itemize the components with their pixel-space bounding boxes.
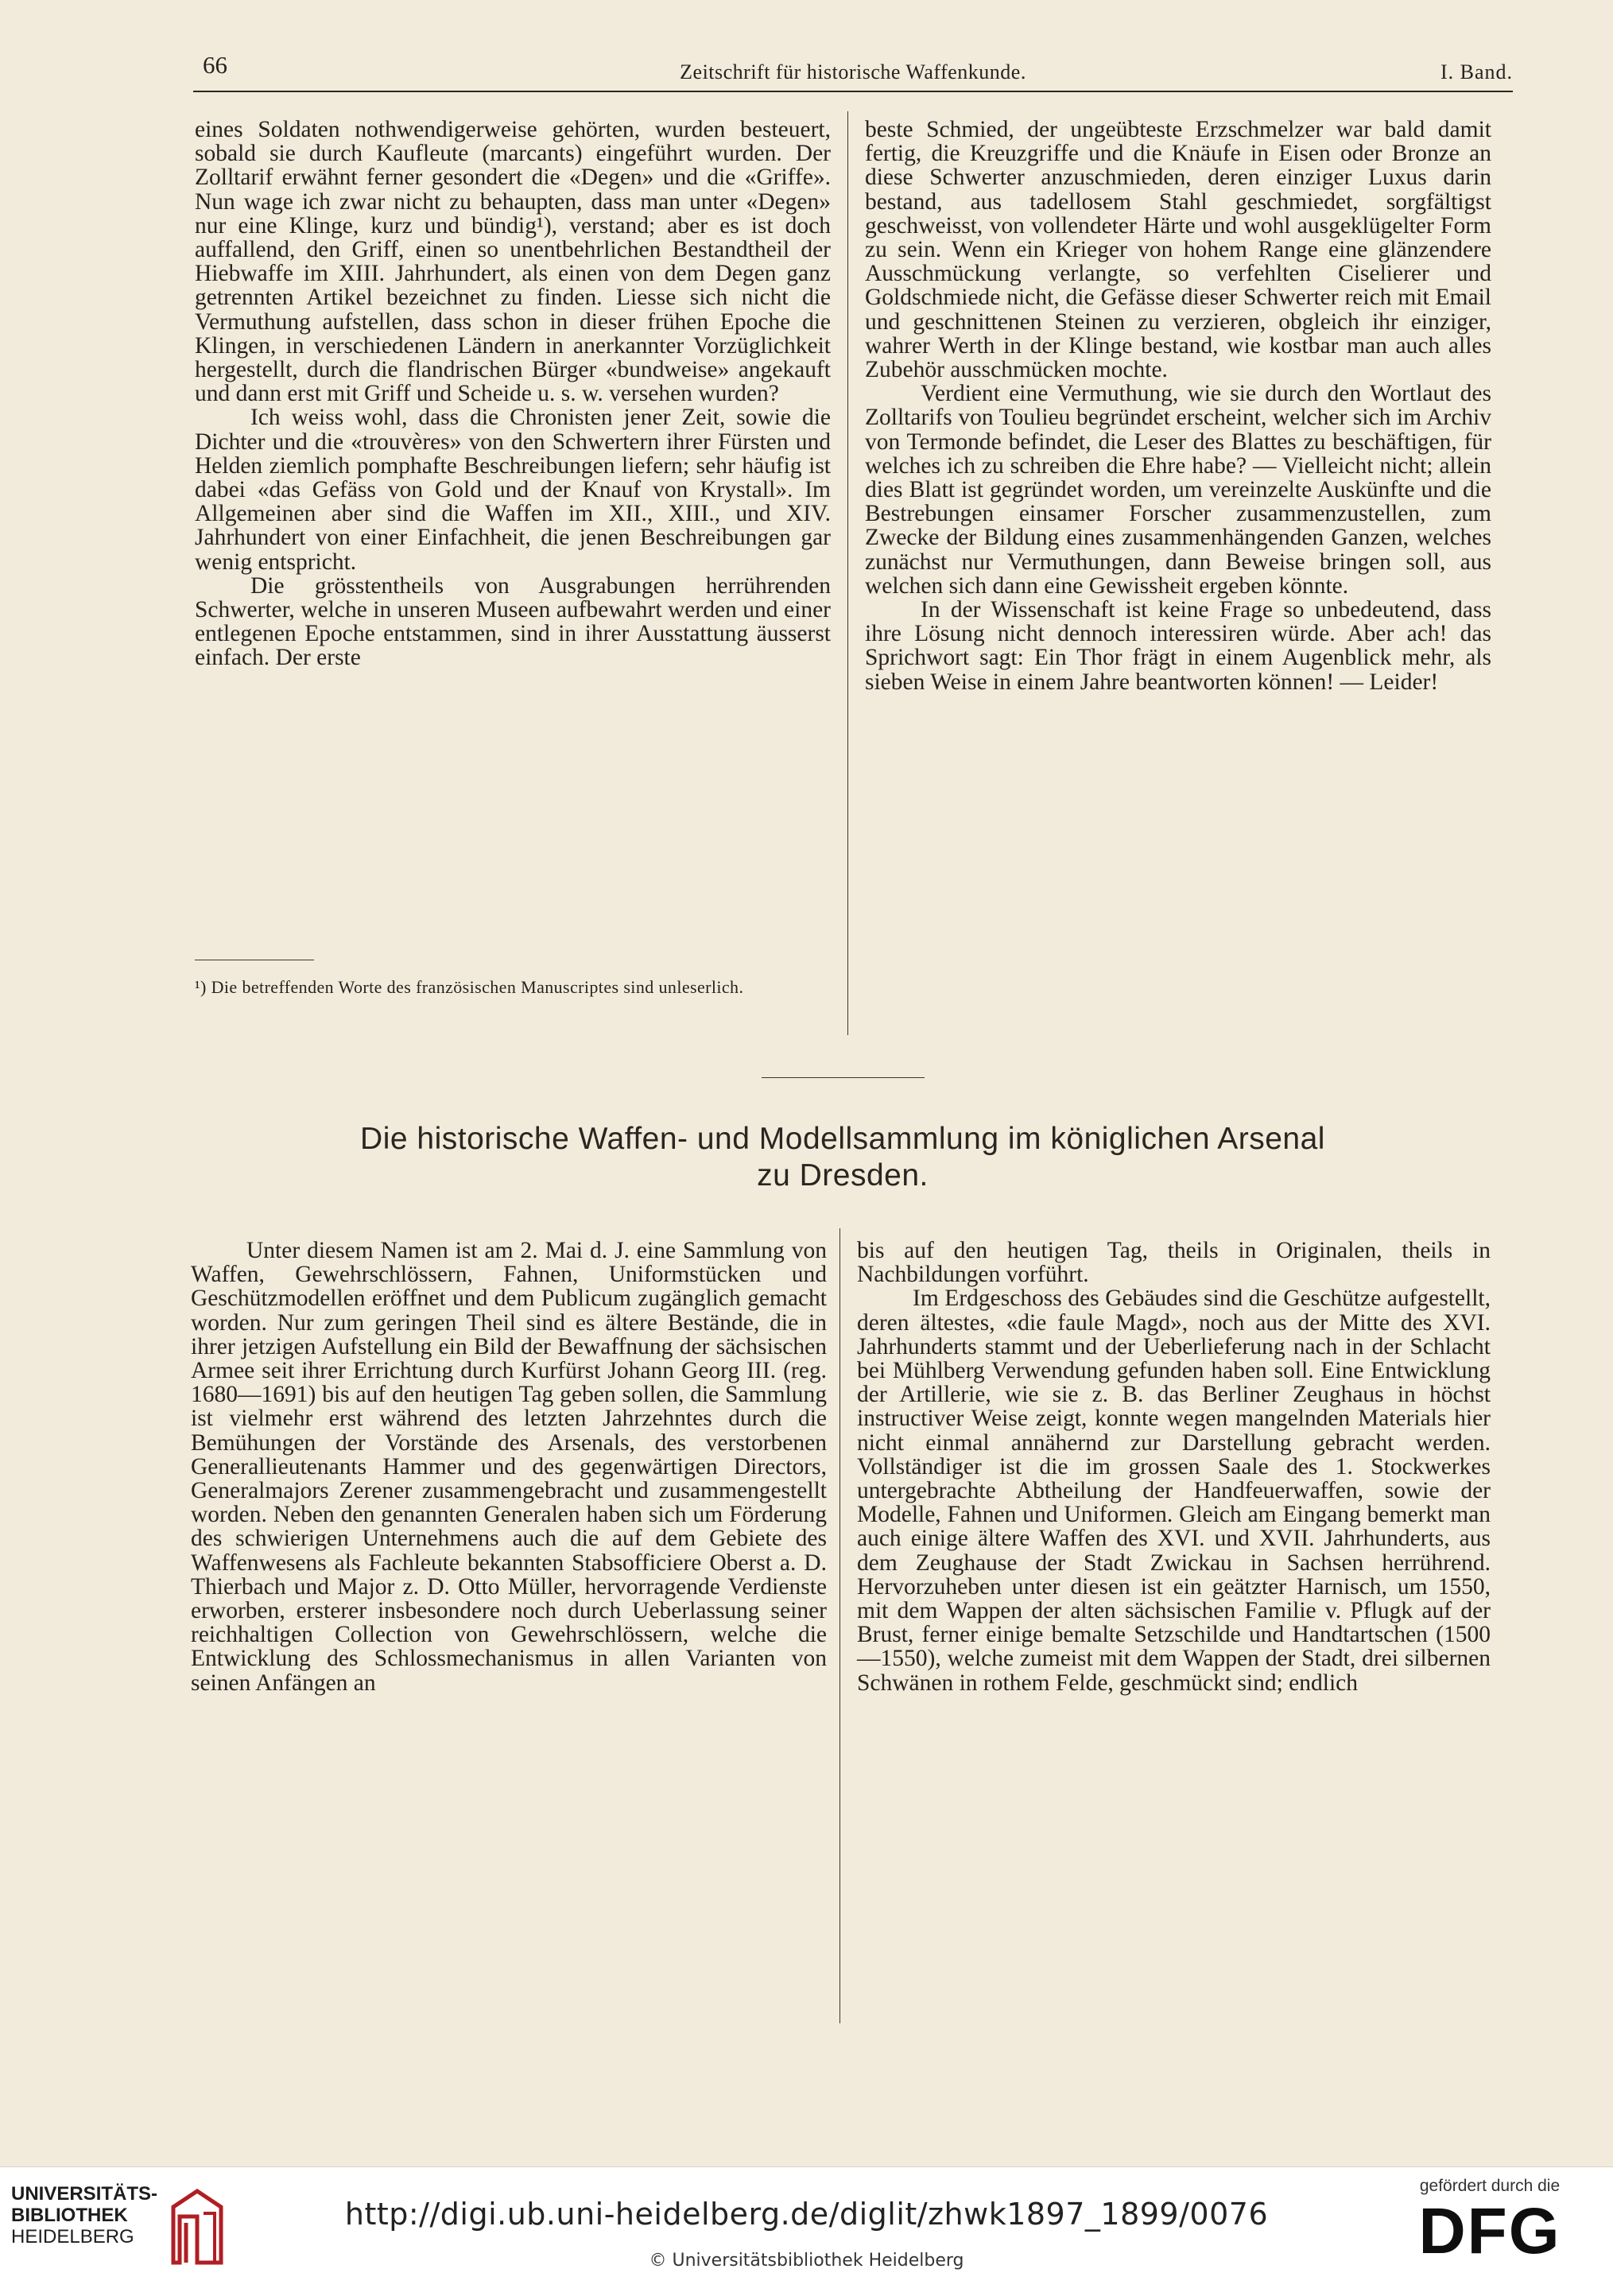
article-title-line-1: Die historische Waffen- und Modellsammlung im königlichen Arsenal (360, 1122, 1325, 1156)
dfg-logo: DFG (1418, 2195, 1561, 2267)
journal-title: Zeitschrift für historische Waffenkunde. (680, 60, 1026, 83)
article1-column-right (865, 118, 1491, 694)
page-number: 66 (203, 51, 227, 79)
paragraph: bis auf den heutigen Tag, theils in Originalen, theils in Nachbildungen vorführt. (857, 1238, 1491, 1288)
paragraph: Unter diesem Namen ist am 2. Mai d. J. eine Sammlung von Waffen, Gewehrschlössern, Fahnen, Uniformstücken und Geschützmodellen eröffnet und dem Publicum zugänglich gemacht worden. Nur zum geringen Theil sind es ältere Bestände, die in ihrer jetzigen Aufstellung ein Bild der Bewaffnung der sächsischen Armee seit ihrer Errichtung durch Kurfürst Johann Georg III. (reg. 1680—1691) bis auf den heutigen Tag geben sollen, die Sammlung ist vielmehr erst während des letzten Jahrzehntes durch die Bemühungen der Vorstände des Arsenals, des verstorbenen Generallieutenants Hammer und des gegenwärtigen Directors, Generalmajors Zerener zusammengebracht und zusammengestellt worden. Neben den genannten Generalen haben sich um Förderung des schwierigen Unternehmens auch die auf dem Gebiete des Waffenwesens als Fachleute bekannten Stabsofficiere Oberst a. D. Thierbach und Major z. D. Otto Müller, hervorragende Verdienste erworben, ersterer insbesondere noch durch Ueberlassung seiner reichhaltigen Collection von Gewehrschlössern, welche die Entwicklung des Schlossmechanismus in allen Varianten von seinen Anfängen an (191, 1238, 827, 1696)
article-separator (762, 1077, 925, 1078)
paragraph: Verdient eine Vermuthung, wie sie durch den Wortlaut des Zolltarifs von Toulieu begründet erscheint, welcher sich im Archiv von Termonde befindet, die Leser des Blattes zu beschäftigen, für welches ich zu schreiben die Ehre habe? — Vielleicht nicht; allein dies Blatt ist gegründet worden, um vereinzelte Auskünfte und die Bestrebungen einsamer Forscher zusammenzustellen, zum Zwecke der Bildung eines zusammenhängenden Ganzen, welches zunächst nur Vermuthungen, dann Beweise bringen soll, aus welchen sich dann eine Gewissheit ergeben könnte. (865, 381, 1491, 599)
copyright-notice: © Universitätsbibliothek Heidelberg (649, 2251, 964, 2271)
digitization-footer (0, 2166, 1613, 2296)
paragraph: Die grösstentheils von Ausgrabungen herrührenden Schwerter, welche in unseren Museen aufbewahrt werden und einer entlegenen Epoche entstammen, sind in ihrer Ausstattung äusserst einfach. Der erste (195, 572, 831, 671)
article2-column-right (857, 1239, 1491, 1695)
paragraph: beste Schmied, der ungeübteste Erzschmelzer war bald damit fertig, die Kreuzgriffe und die Knäufe in Eisen oder Bronze an diese Schwerter anzuschmieden, deren einziger Luxus darin bestand, aus tadellosem Stahl geschmiedet, sorgfältigst geschweisst, von vollendeter Härte und wohl ausgeklügelter Form zu sein. Wenn ein Krieger von hohem Range eine glänzendere Ausschmückung verlangte, so verfehlten Ciselierer und Goldschmiede nicht, die Gefässe dieser Schwerter reich mit Email und geschnittenen Steinen zu verzieren, obgleich ihr einziger, wahrer Werth in der Klinge bestand, wie kostbar man auch alles Zubehör ausschmücken mochte. (865, 117, 1491, 383)
library-name-line-3: HEIDELBERG (11, 2226, 134, 2248)
dfg-badge[interactable] (1398, 2177, 1581, 2280)
paragraph: eines Soldaten nothwendigerweise gehörten, wurden besteuert, sobald sie durch Kaufleute (marcants) eingeführt wurden. Der Zolltarif erwähnt ferner gesondert die «Degen» und die «Griffe». Nun wage ich zwar nicht zu behaupten, dass man unter «Degen» nur eine Klinge, kurz und bündig¹), verstand; aber es ist doch auffallend, den Griff, einen so unentbehrlichen Bestandtheil der Hiebwaffe im XIII. Jahrhundert, als einen von dem Degen ganz getrennten Artikel bezeichnet zu finden. Liesse sich nicht die Vermuthung aufstellen, dass schon in dieser frühen Epoche die Klingen, in verschiedenen Ländern in anerkannter Vorzüglichkeit hergestellt, durch die flandrischen Bürger «bundweise» angekauft und dann erst mit Griff und Scheide u. s. w. versehen wurden? (195, 117, 831, 407)
article2-column-left (191, 1239, 827, 1695)
paragraph: Im Erdgeschoss des Gebäudes sind die Geschütze aufgestellt, deren ältestes, «die faule Magd», noch aus der Mitte des XVI. Jahrhunderts stammt und der Ueberlieferung nach in der Schlacht bei Mühlberg Verwendung gefunden haben soll. Eine Entwicklung der Artillerie, wie sie z. B. das Berliner Zeughaus in höchst instructiver Weise zeigt, konnte wegen mangelnden Materials hier nicht einmal annähernd zur Darstellung gebracht werden. Vollständiger ist die im grossen Saale des 1. Stockwerkes untergebrachte Abtheilung der Handfeuerwaffen, sowie der Modelle, Fahnen und Uniformen. Gleich am Eingang bemerkt man auch einige ältere Waffen des XVI. und XVII. Jahrhunderts, aus dem Zeughause der Stadt Zwickau in Sachsen herrührend. Hervorzuheben unter diesen ist ein geätzter Harnisch, um 1550, mit dem Wappen der alten sächsischen Familie v. Pflugk auf der Brust, ferner einige bemalte Setzschilde und Handtartschen (1500—1550), welche zumeist mit dem Wappen der Stadt, drei silbernen Schwänen in rothem Felde, geschmückt sind; endlich (857, 1286, 1491, 1696)
column-divider (839, 1228, 840, 2023)
column-divider (847, 111, 848, 1035)
library-name-line-1: UNIVERSITÄTS- (11, 2183, 158, 2205)
article1-column-left (195, 118, 831, 670)
library-name-line-2: BIBLIOTHEK (11, 2205, 128, 2226)
funding-caption: gefördert durch die (1419, 2177, 1561, 2195)
permalink-url[interactable]: http://digi.ub.uni-heidelberg.de/diglit/zhwk1897_1899/0076 (344, 2197, 1269, 2232)
paragraph: Ich weiss wohl, dass die Chronisten jener Zeit, sowie die Dichter und die «trouvères» von den Schwertern ihrer Fürsten und Helden ziemlich pomphafte Beschreibungen liefern; sehr häufig ist dabei «das Gefäss von Gold und der Knauf von Krystall». Im Allgemeinen aber sind die Waffen im XII., XIII., und XIV. Jahrhundert von einer Einfachheit, die jenen Beschreibungen gar wenig entspricht. (195, 405, 831, 575)
paragraph: In der Wissenschaft ist keine Frage so unbedeutend, dass ihre Lösung nicht dennoch interessiren würde. Aber ach! das Sprichwort sagt: Ein Thor frägt in einem Augenblick mehr, als sieben Weise in einem Jahre beantworten können! — Leider! (865, 597, 1491, 695)
volume-label: I. Band. (1440, 60, 1513, 83)
article-title-line-2: zu Dresden. (757, 1158, 929, 1193)
article-title (195, 1121, 1491, 1194)
running-header (193, 49, 1513, 92)
footnote: ¹) Die betreffenden Worte des französischen Manuscriptes sind unleserlich. (195, 977, 744, 997)
